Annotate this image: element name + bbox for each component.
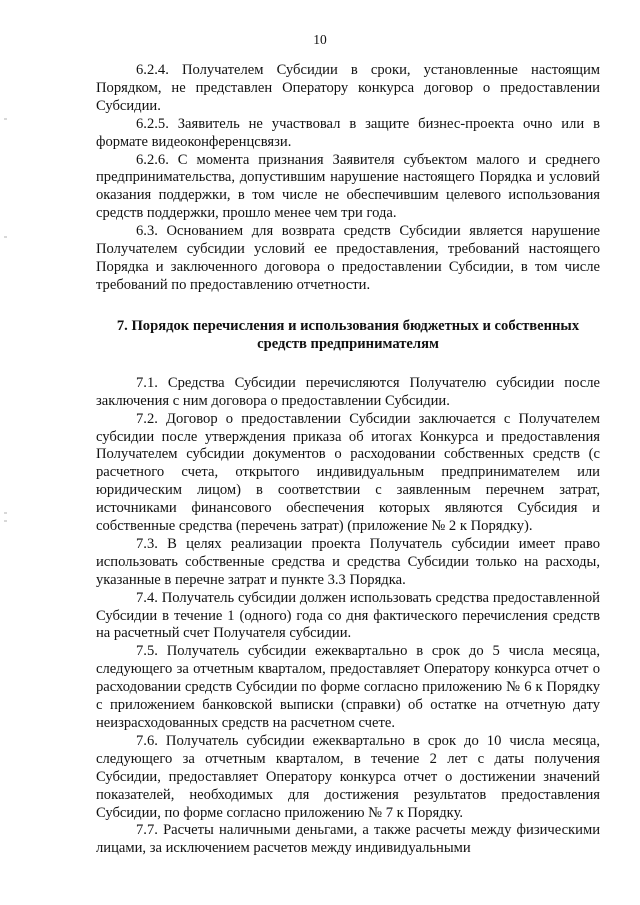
paragraph-6-2-6: 6.2.6. С момента признания Заявителя субъектом малого и среднего предпринимательства, допустившим нарушение настоящего Порядка и условий оказания поддержки, в том числе не обеспечившим целевого использования средств поддержки, прошло менее чем три года. [96, 151, 600, 222]
section-heading-line2: средств предпринимателям [257, 336, 439, 353]
section-heading-line1: 7. Порядок перечисления и использования бюджетных и собственных [116, 317, 580, 334]
scan-artifact [4, 520, 7, 522]
scan-artifact [4, 236, 7, 238]
paragraph-7-5: 7.5. Получатель субсидии ежеквартально в срок до 5 числа месяца, следующего за отчетным кварталом, предоставляет Оператору конкурса отчет о расходовании средств Субсидии по форме согласно приложению № 6 к Порядку с приложением банковской выписки (справки) об остатке на отчетную дату неизрасходованных средств на расчетном счете. [96, 643, 600, 731]
paragraph-6-3: 6.3. Основанием для возврата средств Субсидии является нарушение Получателем субсидии условий ее предоставления, требований настоящего Порядка и заключенного договора о предоставлении Субсидии, в том числе требований по предоставлению отчетности. [96, 223, 600, 293]
paragraph-6-2-5: 6.2.5. Заявитель не участвовал в защите бизнес-проекта очно или в формате видеоконференцсвязи. [96, 115, 600, 150]
paragraph-7-3: 7.3. В целях реализации проекта Получатель субсидии имеет право использовать собственные средства и средства Субсидии только на расходы, указанные в перечне затрат и пункте 3.3 Порядка. [96, 535, 600, 588]
paragraph-7-4: 7.4. Получатель субсидии должен использовать средства предоставленной Субсидии в течение 1 (одного) года со дня фактического перечисления средств на расчетный счет Получателя субсидии. [96, 589, 600, 642]
document-body [96, 62, 600, 858]
paragraph-7-6: 7.6. Получатель субсидии ежеквартально в срок до 10 числа месяца, следующего за отчетным кварталом, в течение 2 лет с даты получения Субсидии, предоставляет Оператору конкурса отчет о достижении значений показателей, необходимых для достижения результатов предоставления Субсидии, по форме согласно приложению № 7 к Порядку. [96, 732, 600, 821]
page-number: 10 [313, 32, 327, 47]
paragraph-7-2: 7.2. Договор о предоставлении Субсидии заключается с Получателем субсидии после утверждения приказа об итогах Конкурса и предоставления Получателем субсидии документов о расходовании собственных средств (с расчетного счета, открытого индивидуальным предпринимателем или юридическим лицом) в соответствии с заявленным перечнем затрат, источниками финансового обеспечения которых являются Субсидия и собственные средства (перечень затрат) (приложение № 2 к Порядку). [96, 410, 600, 535]
scan-artifact [4, 118, 7, 120]
paragraph-7-7: 7.7. Расчеты наличными деньгами, а также расчеты между физическими лицами, за исключением расчетов между индивидуальными [96, 822, 600, 857]
section-7-heading [96, 317, 600, 354]
scan-artifact [4, 512, 7, 514]
paragraph-6-2-4: 6.2.4. Получателем Субсидии в сроки, установленные настоящим Порядком, не представлен Оператору конкурса договор о предоставлении Субсидии. [96, 62, 600, 114]
paragraph-7-1: 7.1. Средства Субсидии перечисляются Получателю субсидии после заключения с ним договора о предоставлении Субсидии. [96, 374, 600, 409]
